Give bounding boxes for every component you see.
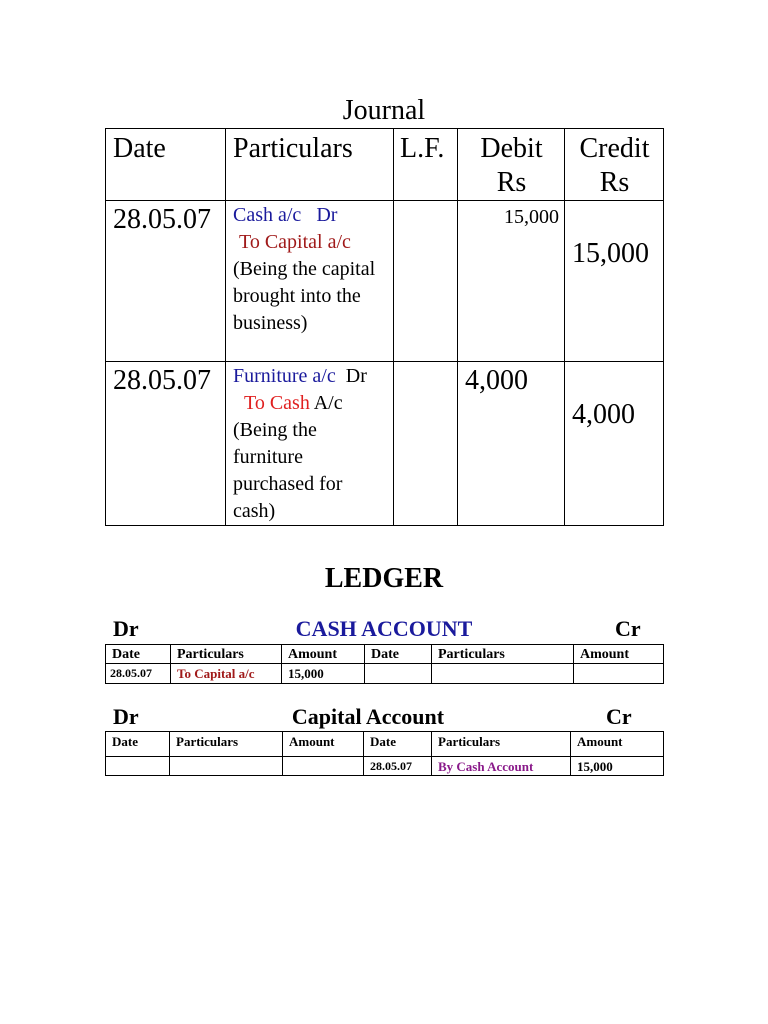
journal-header-debit-unit: Rs [496, 167, 527, 198]
ledger-header-particulars: Particulars [171, 645, 282, 664]
journal-entry-date: 28.05.07 [106, 362, 226, 526]
ledger-header-row [106, 645, 664, 664]
journal-header-credit-label: Credit [579, 133, 650, 164]
ledger-header-date: Date [364, 732, 432, 757]
ledger-cell-particulars: To Capital a/c [171, 664, 282, 684]
journal-entry-lf [394, 362, 458, 526]
journal-entry-particulars [226, 362, 394, 526]
ledger-header-amount: Amount [282, 645, 365, 664]
journal-entry-particulars [226, 201, 394, 362]
ledger-title: LEDGER [324, 563, 444, 594]
cash-account-title: CASH ACCOUNT [295, 616, 473, 641]
journal-entry-credit: 15,000 [565, 201, 664, 362]
ledger-cell-particulars [432, 664, 574, 684]
credit-account-suffix: A/c [313, 392, 343, 414]
journal-entry-lf [394, 201, 458, 362]
journal-header-debit-label: Debit [480, 133, 543, 164]
cash-account-table [105, 644, 664, 684]
journal-title: Journal [342, 95, 426, 126]
journal-header-debit [458, 129, 565, 201]
ledger-header-particulars: Particulars [432, 732, 571, 757]
ledger-row [106, 757, 664, 776]
dr-label: Dr [316, 204, 338, 226]
journal-header-row [106, 129, 664, 201]
ledger-header-amount: Amount [574, 645, 664, 664]
journal-table [105, 128, 664, 526]
capital-account-cr: Cr [606, 704, 632, 729]
journal-header-lf: L.F. [394, 129, 458, 201]
ledger-cell-date [106, 757, 170, 776]
ledger-cell-particulars: By Cash Account [432, 757, 571, 776]
ledger-header-date: Date [106, 645, 171, 664]
ledger-cell-particulars [170, 757, 283, 776]
ledger-cell-date [365, 664, 432, 684]
ledger-header-date: Date [106, 732, 170, 757]
credit-account: To Cash [244, 392, 310, 414]
journal-entry-credit: 4,000 [565, 362, 664, 526]
cash-account-cr: Cr [615, 616, 641, 641]
journal-entry-row [106, 362, 664, 526]
dr-label: Dr [345, 365, 367, 387]
narration: (Being the capital brought into the business) [233, 258, 376, 334]
journal-entry-debit: 4,000 [458, 362, 565, 526]
debit-account: Furniture a/c [233, 365, 336, 387]
journal-header-date: Date [106, 129, 226, 201]
ledger-header-row [106, 732, 664, 757]
narration: (Being the furniture purchased for cash) [233, 419, 343, 522]
journal-entry-row [106, 201, 664, 362]
ledger-cell-date: 28.05.07 [364, 757, 432, 776]
ledger-header-date: Date [365, 645, 432, 664]
ledger-cell-amount [283, 757, 364, 776]
ledger-cell-date: 28.05.07 [106, 664, 171, 684]
ledger-row [106, 664, 664, 684]
ledger-header-amount: Amount [283, 732, 364, 757]
ledger-cell-amount: 15,000 [571, 757, 664, 776]
journal-entry-debit: 15,000 [458, 201, 565, 362]
ledger-cell-amount [574, 664, 664, 684]
ledger-header-particulars: Particulars [170, 732, 283, 757]
capital-account-dr: Dr [113, 704, 139, 729]
capital-account-title: Capital Account [291, 704, 445, 729]
ledger-header-particulars: Particulars [432, 645, 574, 664]
journal-header-credit-unit: Rs [599, 167, 630, 198]
capital-account-table [105, 731, 664, 776]
ledger-header-amount: Amount [571, 732, 664, 757]
journal-header-credit [565, 129, 664, 201]
ledger-cell-amount: 15,000 [282, 664, 365, 684]
debit-account: Cash a/c [233, 204, 302, 226]
journal-header-particulars: Particulars [226, 129, 394, 201]
cash-account-dr: Dr [113, 616, 139, 641]
journal-entry-date: 28.05.07 [106, 201, 226, 362]
credit-account: To Capital a/c [239, 231, 351, 253]
